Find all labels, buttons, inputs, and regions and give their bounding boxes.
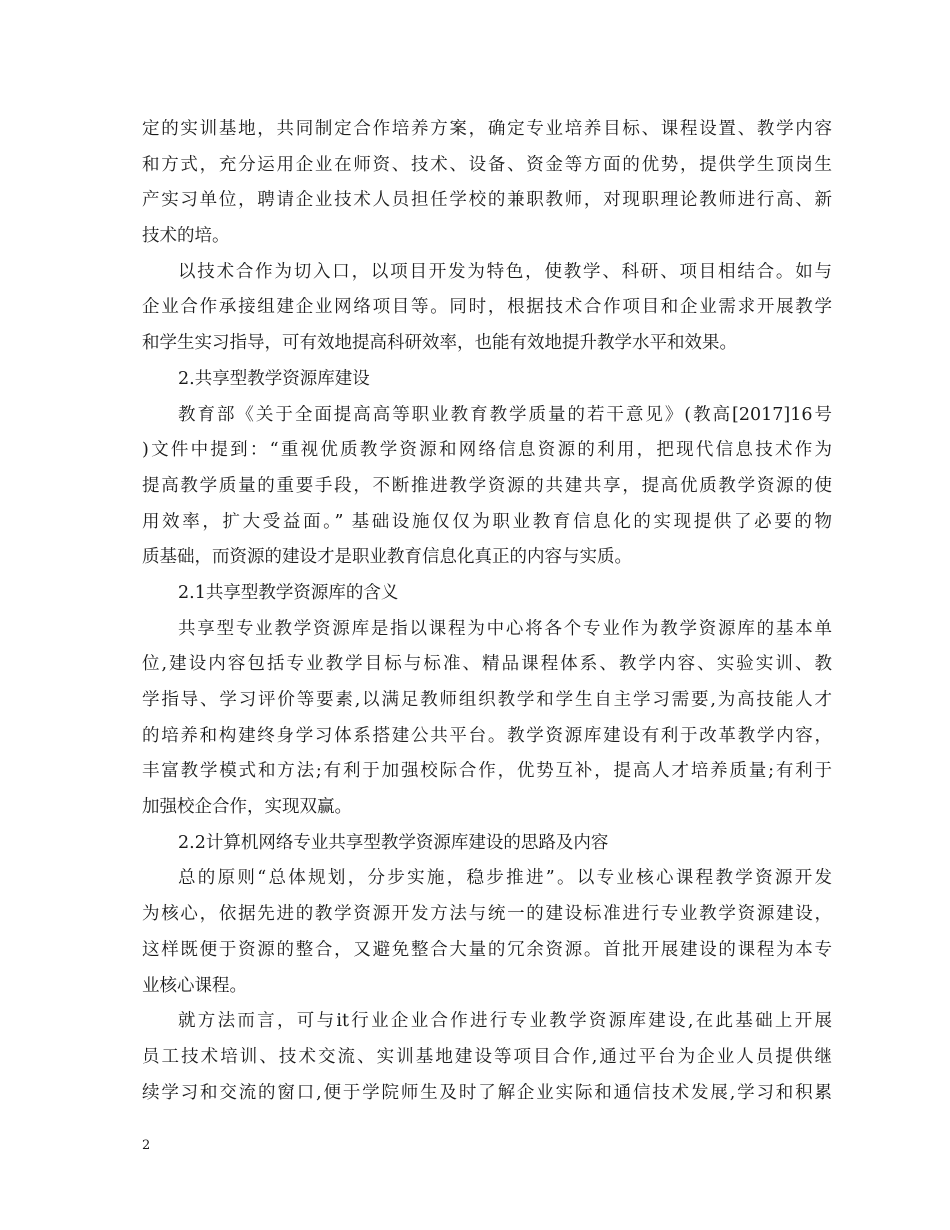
paragraph-ministry-opinion (142, 398, 832, 576)
body-text (142, 112, 832, 1111)
text-line: 技术的培。 (142, 226, 230, 247)
text-line: 用效率，扩大受益面。” 基础设施仅仅为职业教育信息化的实现提供了必要的物 (142, 511, 832, 532)
subsection-heading: 2.1共享型教学资源库的含义 (178, 582, 399, 603)
text-line: 为核心，依据先进的教学资源开发方法与统一的建设标准进行专业教学资源建设， (142, 904, 832, 925)
text-line: )文件中提到：“重视优质教学资源和网络信息资源的利用，把现代信息技术作为 (142, 440, 832, 461)
text-line: 提高教学质量的重要手段，不断推进教学资源的共建共享，提高优质教学资源的使 (142, 475, 832, 496)
text-line: 丰富教学模式和方法;有利于加强校际合作，优势互补，提高人才培养质量;有利于 (142, 761, 832, 782)
text-line: 员工技术培训、技术交流、实训基地建设等项目合作,通过平台为企业人员提供继 (142, 1046, 832, 1067)
text-line: 质基础，而资源的建设才是职业教育信息化真正的内容与实质。 (142, 547, 632, 568)
text-line: 这样既便于资源的整合，又避免整合大量的冗余资源。首批开展建设的课程为本专 (142, 939, 832, 960)
text-line: 总的原则“总体规划，分步实施，稳步推进”。以专业核心课程教学资源开发 (178, 868, 832, 889)
paragraph-resource-definition (142, 612, 832, 826)
text-line: 产实习单位，聘请企业技术人员担任学校的兼职教师，对现职理论教师进行高、新 (142, 190, 832, 211)
text-line: 教育部《关于全面提高高等职业教育教学质量的若干意见》(教高[2017]16号 (178, 404, 832, 425)
paragraph-practice-base (142, 112, 832, 255)
text-line: 的培养和构建终身学习体系搭建公共平台。教学资源库建设有利于改革教学内容， (142, 725, 832, 746)
paragraph-tech-cooperation (142, 255, 832, 362)
paragraph-general-principle (142, 861, 832, 1004)
text-line: 就方法而言，可与it行业企业合作进行专业教学资源库建设,在此基础上开展 (178, 1011, 832, 1032)
text-line: 业核心课程。 (142, 975, 247, 996)
text-line: 学指导、学习评价等要素,以满足教师组织教学和学生自主学习需要,为高技能人才 (142, 690, 832, 710)
text-line: 续学习和交流的窗口,便于学院师生及时了解企业实际和通信技术发展,学习和积累 (142, 1082, 832, 1103)
text-line: 共享型专业教学资源库是指以课程为中心将各个专业作为教学资源库的基本单 (178, 618, 832, 639)
text-line: 加强校企合作，实现双赢。 (142, 797, 352, 818)
page-number: 2 (142, 1138, 151, 1153)
section-heading: 2.共享型教学资源库建设 (178, 368, 370, 389)
text-line: 和学生实习指导，可有效地提高科研效率，也能有效地提升教学水平和效果。 (142, 333, 737, 354)
subsection-heading: 2.2计算机网络专业共享型教学资源库建设的思路及内容 (178, 832, 609, 853)
text-line: 以技术合作为切入口，以项目开发为特色，使教学、科研、项目相结合。如与 (178, 261, 832, 282)
text-line: 和方式，充分运用企业在师资、技术、设备、资金等方面的优势，提供学生顶岗生 (142, 154, 832, 175)
text-line: 企业合作承接组建企业网络项目等。同时，根据技术合作项目和企业需求开展教学 (142, 297, 832, 318)
text-line: 定的实训基地，共同制定合作培养方案，确定专业培养目标、课程设置、教学内容 (142, 119, 832, 139)
paragraph-method (142, 1004, 832, 1111)
text-line: 位,建设内容包括专业教学目标与标准、精品课程体系、教学内容、实验实训、教 (142, 654, 832, 675)
